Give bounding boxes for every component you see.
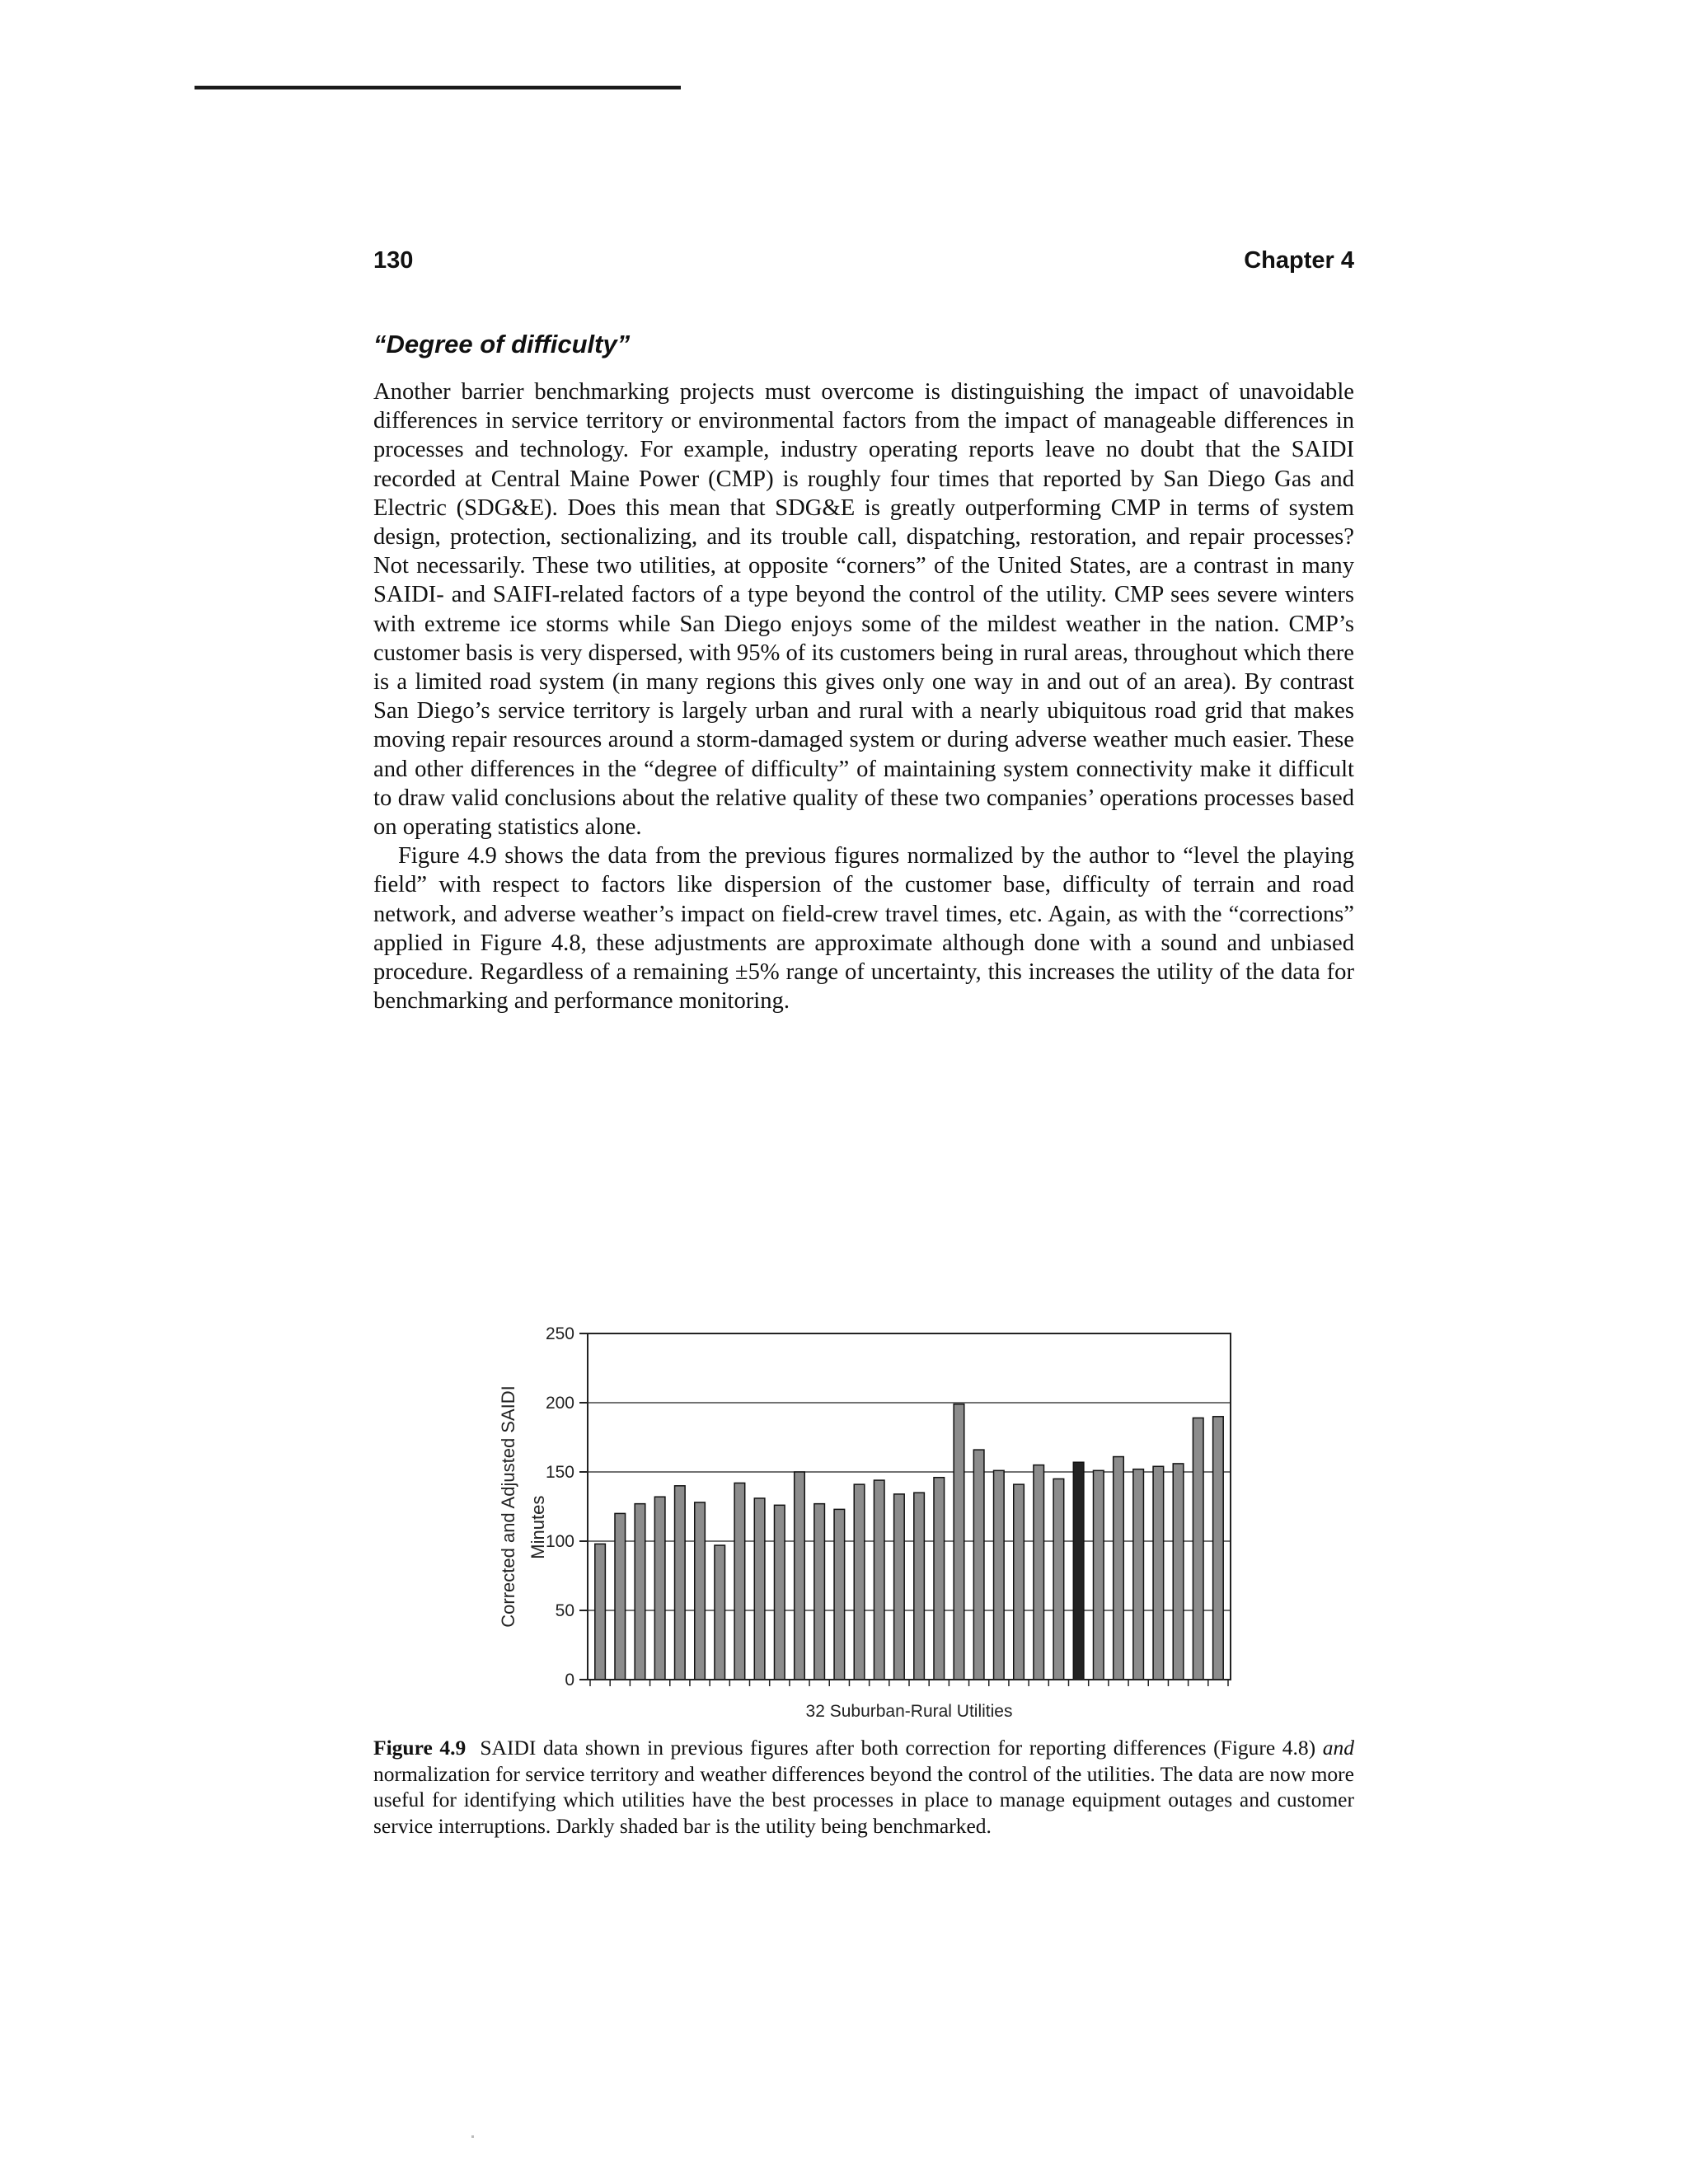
utility-bar xyxy=(1133,1469,1144,1680)
paragraph: Another barrier benchmarking projects must overcome is distinguishing the impact of unavoidable differences in service territory or environmental factors from the impact of manageable differences in processes and technology. For example, industry operating reports leave no doubt that the SAIDI recorded at Central Maine Power (CMP) is roughly four times that reported by San Diego Gas and Electric (SDG&E). Does this mean that SDG&E is greatly outperforming CMP in terms of system design, protection, sectionalizing, and its trouble call, dispatching, restoration, and repair processes? Not necessarily. These two utilities, at opposite “corners” of the United States, are a contrast in many SAIDI- and SAIFI-related factors of a type beyond the control of the utility. CMP sees severe winters with extreme ice storms while San Diego enjoys some of the mildest weather in the nation. CMP’s customer basis is very dispersed, with 95% of its customers being in rural areas, throughout which there is a limited road system (in many regions this gives only one way in and out of an area). By contrast San Diego’s service territory is largely urban and rural with a nearly ubiquitous road grid that makes moving repair resources around a storm-damaged system or during adverse weather much easier. These and other differences in the “degree of difficulty” of maintaining system connectivity make it difficult to draw valid conclusions about the relative quality of these two companies’ operations processes based on operating statistics alone. xyxy=(373,379,1354,841)
utility-bar xyxy=(1193,1418,1203,1680)
utility-bar xyxy=(1093,1470,1104,1680)
utility-bar xyxy=(1213,1417,1224,1680)
caption-text-emphasis: and xyxy=(1322,1736,1354,1760)
utility-bar xyxy=(874,1480,884,1680)
utility-bar xyxy=(973,1450,984,1680)
chart-bars xyxy=(595,1404,1223,1680)
y-tick-label: 100 xyxy=(545,1532,574,1551)
paragraph: Figure 4.9 shows the data from the previous figures normalized by the author to “level the playing field” with respect to factors like dispersion of the customer base, difficulty of terrain and road network, and adverse weather’s impact on field-crew travel times, etc. Again, as with the “corrections” applied in Figure 4.8, these adjustments are approximate although done with a sound and unbiased procedure. Regardless of a remaining ±5% range of uncertainty, this increases the utility of the data for benchmarking and performance monitoring. xyxy=(373,843,1354,1015)
chapter-label: Chapter 4 xyxy=(1244,247,1354,274)
utility-bar xyxy=(754,1498,765,1680)
utility-bar xyxy=(774,1505,785,1680)
utility-bar xyxy=(894,1494,905,1680)
y-axis-unit-label: Minutes xyxy=(528,1495,548,1559)
y-tick-label: 250 xyxy=(545,1324,574,1343)
utility-bar xyxy=(934,1478,945,1680)
chart-svg xyxy=(495,1319,1253,1731)
utility-bar xyxy=(734,1483,745,1680)
caption-text-part2: normalization for service territory and weather differences beyond the control of the utilities. The data are now more useful for identifying which utilities have the best processes in place to manage equipment outages and customer service interruptions. Darkly shaded bar is the utility being benchmarked. xyxy=(373,1761,1354,1838)
saidi-bar-chart xyxy=(495,1319,1253,1731)
utility-bar xyxy=(1173,1464,1184,1680)
utility-bar xyxy=(695,1502,706,1680)
top-rule-shadow xyxy=(195,89,681,90)
utility-bar xyxy=(1034,1465,1044,1680)
scan-speck xyxy=(471,2135,474,2138)
x-axis-label: 32 Suburban-Rural Utilities xyxy=(805,1702,1013,1721)
figure-caption xyxy=(373,1735,1354,1839)
caption-text-part1: SAIDI data shown in previous figures after both correction for reporting differences (Figure 4.8) xyxy=(480,1736,1323,1760)
utility-bar xyxy=(635,1504,645,1680)
chart-y-ticks xyxy=(546,1324,588,1690)
caption-label: Figure 4.9 xyxy=(373,1736,467,1760)
utility-bar xyxy=(1153,1466,1164,1680)
y-axis-label: Corrected and Adjusted SAIDI xyxy=(498,1385,518,1628)
utility-bar xyxy=(675,1486,686,1680)
utility-bar xyxy=(854,1484,865,1680)
utility-bar xyxy=(954,1404,964,1680)
utility-bar xyxy=(654,1497,665,1680)
utility-bar xyxy=(715,1545,725,1680)
chart-x-ticks xyxy=(590,1680,1228,1686)
body-text xyxy=(373,377,1354,1015)
y-tick-label: 0 xyxy=(565,1671,574,1690)
utility-bar xyxy=(1014,1484,1025,1680)
utility-bar xyxy=(595,1544,606,1680)
utility-bar xyxy=(834,1509,845,1680)
y-tick-label: 200 xyxy=(545,1394,574,1413)
utility-bar xyxy=(994,1470,1005,1680)
utility-bar xyxy=(1053,1479,1064,1680)
y-tick-label: 50 xyxy=(555,1601,574,1620)
utility-bar xyxy=(1114,1457,1124,1680)
section-title: “Degree of difficulty” xyxy=(373,330,631,359)
page-header xyxy=(373,247,1354,284)
utility-bar xyxy=(615,1513,626,1680)
utility-bar xyxy=(795,1472,805,1680)
benchmarked-utility-bar xyxy=(1073,1462,1084,1680)
page-number: 130 xyxy=(373,247,414,274)
y-tick-label: 150 xyxy=(545,1463,574,1482)
utility-bar xyxy=(814,1504,825,1680)
caption-text xyxy=(373,1736,1354,1838)
utility-bar xyxy=(914,1493,925,1680)
